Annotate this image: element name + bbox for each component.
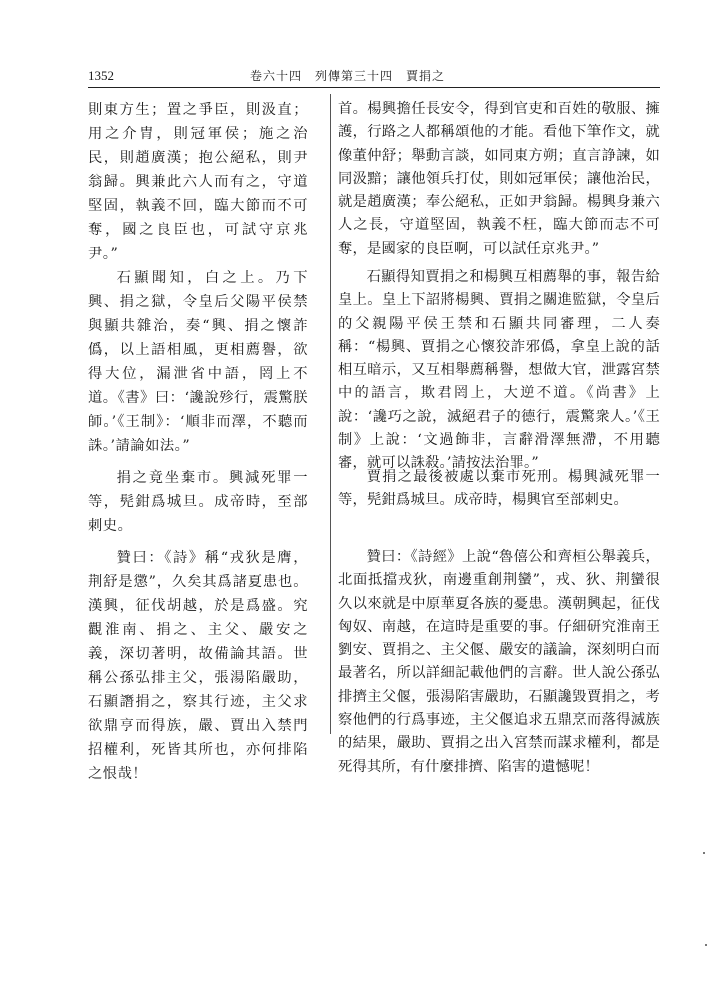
page-header <box>88 66 648 86</box>
classical-text-paragraph-4: 贊曰：《詩》稱“戎狄是膺，荆舒是懲”，久矣其爲諸夏患也。漢興，征伐胡越，於是爲盛。究觀淮南、捐之、主父、嚴安之義，深切著明，故備論其語。世稱公孫弘排主父，張湯陷嚴助，石顯譖捐之，察其行迹，主父求欲鼎亨而得族，嚴、賈出入禁門招權利，死皆其所也，亦何排陷之恨哉！ <box>88 550 308 782</box>
scan-speck <box>703 852 705 854</box>
translation-paragraph-4: 贊曰：《詩經》上說“魯僖公和齊桓公舉義兵，北面抵擋戎狄，南邊重創荆蠻”，戎、狄、荆蠻很久以來就是中原華夏各族的憂患。漢朝興起，征伐匈奴、南越，在這時是重要的事。仔細研究淮南王劉安、賈捐之、主父偃、嚴安的議論，深刻明白而最著名，所以詳細記載他們的言辭。世人說公孫弘排擠主父偃，張湯陷害嚴助，石顯讒毀賈捐之，考察他們的行爲事迹，主父偃追求五鼎烹而落得滅族的結果，嚴助、賈捐之出入宮禁而謀求權利，都是死得其所，有什麼排擠、陷害的遺憾呢！ <box>338 549 660 775</box>
translation-paragraph-3: 賈捐之最後被處以棄市死刑。楊興減死罪一等，髡鉗爲城旦。成帝時，楊興官至部刺史。 <box>338 469 660 509</box>
translation-paragraph-2: 石顯得知賈捐之和楊興互相薦舉的事，報告給皇上。皇上下詔將楊興、賈捐之關進監獄，令皇后的父親陽平侯王禁和石顯共同審理，二人奏稱：“楊興、賈捐之心懷狡詐邪僞，拿皇上說的話相互暗示，又互相舉薦稱譽，想做大官，泄露宮禁中的語言，欺君罔上，大逆不道。《尚書》上說：‘讒巧之說，滅絕君子的德行，震驚衆人。’《王制》上說：‘文過飾非，言辭滑澤無滯，不用聽審，就可以誅殺。’請按法治罪。” <box>338 269 660 472</box>
translation-paragraph-1: 首。楊興擔任長安令，得到官吏和百姓的敬服、擁護，行路之人都稱頌他的才能。看他下筆作文，就像董仲舒；舉動言談，如同東方朔；直言諍諫，如同汲黯；讓他領兵打仗，則如冠軍侯；讓他治民，就是趙廣漢；奉公絕私，正如尹翁歸。楊興身兼六人之長，守道堅固，執義不枉，臨大節而志不可奪，是國家的良臣啊，可以試任京兆尹。” <box>338 101 660 257</box>
classical-text-paragraph-3: 捐之竟坐棄市。興減死罪一等，髡鉗爲城旦。成帝時，至部刺史。 <box>88 470 308 534</box>
classical-text-paragraph-2: 石顯聞知，白之上。乃下興、捐之獄，令皇后父陽平侯禁與顯共雜治，奏“興、捐之懷詐僞，以上語相風，更相薦譽，欲得大位，漏泄省中語，罔上不道。《書》曰：‘讒說殄行，震驚朕師。’《王制》：‘順非而澤，不聽而誅。’請論如法。” <box>88 270 308 454</box>
column-divider <box>330 94 331 734</box>
header-rule <box>88 87 660 88</box>
page-number: 1352 <box>88 68 114 83</box>
running-head: 卷六十四 列傳第三十四 賈捐之 <box>250 69 446 83</box>
scan-speck <box>705 944 707 946</box>
classical-text-paragraph-1: 則東方生；置之爭臣，則汲直；用之介胄，則冠軍侯；施之治民，則趙廣漢；抱公絕私，則尹翁歸。興兼此六人而有之，守道堅固，執義不回，臨大節而不可奪，國之良臣也，可試守京兆尹。” <box>88 102 308 262</box>
